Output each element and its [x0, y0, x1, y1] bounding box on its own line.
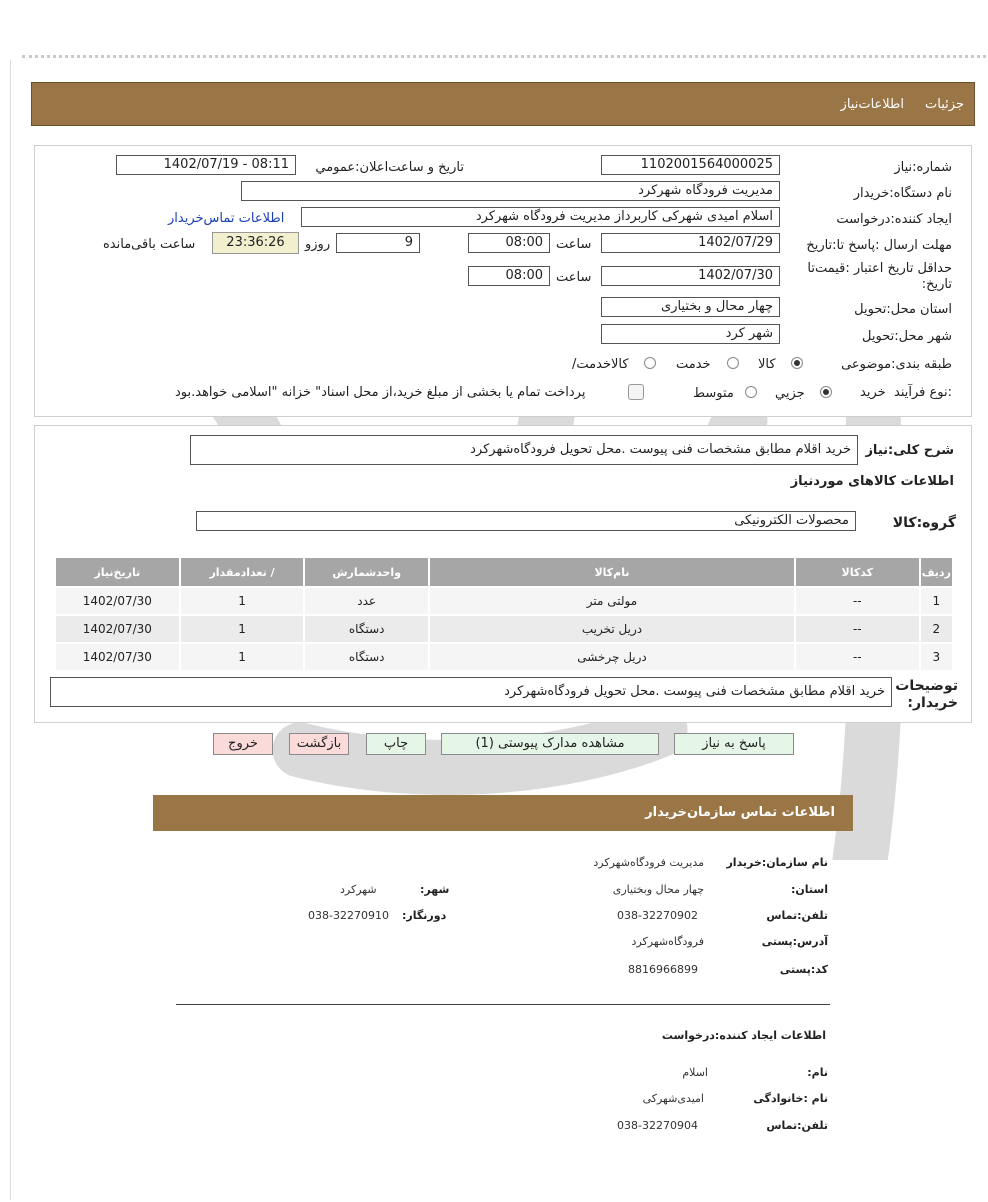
buyer-notes-label: توضیحات: [895, 678, 958, 694]
validity-time-field: 08:00: [468, 266, 550, 286]
radio-partial-label: جزیي: [775, 386, 805, 401]
contact-province-label: :استان: [790, 883, 828, 896]
col-unit[interactable]: واحدشمارش: [305, 558, 428, 586]
radio-service-label: خدمت: [676, 357, 711, 372]
group-label: گروه:کالا: [892, 515, 956, 531]
contact-city-value: شهرکرد: [340, 883, 377, 896]
buyer-notes-label-2: :خریدار: [907, 695, 958, 711]
creator-name-value: اسلام: [682, 1066, 708, 1079]
city-label: شهر محل:تحویل: [862, 329, 952, 344]
cell-date: 1402/07/30: [56, 588, 179, 614]
days-field: 9: [336, 233, 420, 253]
cell-row: 2: [921, 616, 952, 642]
cell-code: --: [796, 644, 919, 670]
remaining-label: ساعت باقی‌مانده: [103, 237, 196, 252]
radio-medium[interactable]: [745, 386, 757, 398]
header-bar: [31, 82, 975, 126]
creator-info-title: اطلاعات ایجاد کننده:درخواست: [661, 1029, 826, 1042]
category-label: طبقه بندی:موضوعی: [841, 357, 952, 372]
cell-qty: 1: [181, 616, 304, 642]
summary-label: شرح کلی:نیاز: [865, 443, 954, 458]
cell-code: --: [796, 588, 919, 614]
contact-header-bar: [153, 795, 853, 831]
address-value: فرودگاه‌شهرکرد: [631, 935, 704, 948]
col-code[interactable]: کدکالا: [796, 558, 919, 586]
cell-unit: دستگاه: [305, 644, 428, 670]
deadline-date-field: 1402/07/29: [601, 233, 780, 253]
cell-code: --: [796, 616, 919, 642]
creator-family-label: نام :خانوادگی: [753, 1092, 828, 1105]
buyer-org-field: مديريت فرودگاه شهرکرد: [241, 181, 780, 201]
contact-phone-value: 038-32270902: [617, 909, 698, 922]
contact-fax-value: 038-32270910: [308, 909, 389, 922]
radio-goods[interactable]: [791, 357, 803, 369]
goods-info-title: اطلاعات کالاهای موردنیاز: [790, 474, 954, 489]
contact-divider: [176, 1004, 830, 1005]
radio-medium-label: متوسط: [693, 386, 734, 401]
province-field: چهار محال و بختیاری: [601, 297, 780, 317]
cell-qty: 1: [181, 644, 304, 670]
radio-goods-label: کالا: [758, 357, 776, 372]
cell-qty: 1: [181, 588, 304, 614]
process-type-label: نوع فرآیند:: [894, 385, 952, 400]
table-row[interactable]: [56, 588, 952, 614]
cell-row: 3: [921, 644, 952, 670]
exit-button[interactable]: خروج: [213, 733, 273, 755]
items-table-wrap: [54, 556, 956, 672]
validity-label: حداقل تاريخ اعتبار :قیمت‌تا: [807, 261, 952, 276]
need-number-field: 1102001564000025: [601, 155, 780, 175]
days-label: روزو: [305, 237, 331, 252]
reply-button[interactable]: پاسخ به نیاز: [674, 733, 794, 755]
creator-name-label: :نام: [807, 1066, 828, 1079]
contact-header-title: اطلاعات تماس سازمان‌خریدار: [645, 805, 835, 820]
cell-row: 1: [921, 588, 952, 614]
cell-unit: عدد: [305, 588, 428, 614]
cell-name: مولتی متر: [430, 588, 794, 614]
cell-date: 1402/07/30: [56, 644, 179, 670]
buyer-notes-field: خرید اقلام مطابق مشخصات فنی پیوست .محل تحویل فرودگاه‌شهرکرد: [50, 677, 892, 707]
table-row[interactable]: [56, 616, 952, 642]
deadline-label: مهلت ارسال :پاسخ تا:تاريخ: [806, 238, 952, 253]
left-border: [10, 60, 11, 1200]
contact-city-label: :شهر: [420, 883, 450, 896]
creator-family-value: امیدی‌شهرکی: [642, 1092, 704, 1105]
org-name-value: مدیریت فرودگاه‌شهرکرد: [593, 856, 704, 869]
creator-phone-label: تلفن:تماس: [766, 1119, 828, 1132]
cell-name: دریل تخریب: [430, 616, 794, 642]
cell-date: 1402/07/30: [56, 616, 179, 642]
announce-date-field: 1402/07/19 - 08:11: [116, 155, 296, 175]
radio-goods-service-label: /کالاخدمت: [572, 357, 629, 372]
contact-phone-label: تلفن:تماس: [766, 909, 828, 922]
cell-name: دریل چرخشی: [430, 644, 794, 670]
radio-partial[interactable]: [820, 386, 832, 398]
postal-code-label: کد:پستی: [779, 963, 828, 976]
creator-label: ایجاد کننده:درخواست: [836, 212, 952, 227]
treasury-payment-note: پرداخت تمام یا بخشی از مبلغ خرید،از محل اسناد" خزانه "اسلامی خواهد.بود: [175, 385, 586, 400]
city-field: شهر کرد: [601, 324, 780, 344]
view-docs-button[interactable]: مشاهده مدارک پیوستی (1): [441, 733, 659, 755]
group-field: محصولات الکترونیکی: [196, 511, 856, 531]
need-number-label: شماره:نیاز: [894, 160, 952, 175]
radio-service[interactable]: [727, 357, 739, 369]
col-qty[interactable]: / تعدادمقدار: [181, 558, 304, 586]
validity-time-label: ساعت: [556, 270, 592, 285]
col-date[interactable]: تاریخ‌نیاز: [56, 558, 179, 586]
items-table: [54, 556, 954, 672]
table-header-row: [56, 558, 952, 586]
top-divider: [22, 55, 986, 58]
validity-date-field: 1402/07/30: [601, 266, 780, 286]
remaining-timer: 23:36:26: [212, 232, 299, 254]
radio-goods-service[interactable]: [644, 357, 656, 369]
process-buy-label: خرید: [860, 385, 886, 400]
buyer-contact-link[interactable]: اطلاعات تماس‌خریدار: [168, 211, 285, 226]
summary-field: خرید اقلام مطابق مشخصات فنی پیوست .محل تحویل فرودگاه‌شهرکرد: [190, 435, 858, 465]
tab-details[interactable]: جزئیات: [925, 97, 964, 112]
print-button[interactable]: چاپ: [366, 733, 426, 755]
contact-fax-label: :دورنگار: [402, 909, 447, 922]
province-label: استان محل:تحویل: [854, 302, 952, 317]
cell-unit: دستگاه: [305, 616, 428, 642]
tab-need-info[interactable]: اطلاعات‌نیاز: [840, 97, 904, 112]
postal-code-value: 8816966899: [628, 963, 698, 976]
back-button[interactable]: بازگشت: [289, 733, 349, 755]
col-name[interactable]: نام‌کالا: [430, 558, 794, 586]
announce-label: تاريخ و ساعت‌اعلان:عمومي: [315, 160, 464, 175]
treasury-payment-checkbox[interactable]: [628, 384, 644, 400]
deadline-time-field: 08:00: [468, 233, 550, 253]
deadline-time-label: ساعت: [556, 237, 592, 252]
col-row[interactable]: ردیف: [921, 558, 952, 586]
buyer-org-label: نام دستگاه:خریدار: [853, 186, 952, 201]
validity-label-2: :تاريخ: [921, 277, 952, 292]
table-row[interactable]: [56, 644, 952, 670]
address-label: آدرس:پستی: [761, 935, 828, 948]
creator-phone-value: 038-32270904: [617, 1119, 698, 1132]
org-name-label: نام سازمان:خریدار: [726, 856, 828, 869]
creator-field: اسلام امیدی شهرکی کاربرداز مدیریت فرودگاه شهرکرد: [301, 207, 780, 227]
contact-province-value: چهار محال وبختیاری: [612, 883, 704, 896]
